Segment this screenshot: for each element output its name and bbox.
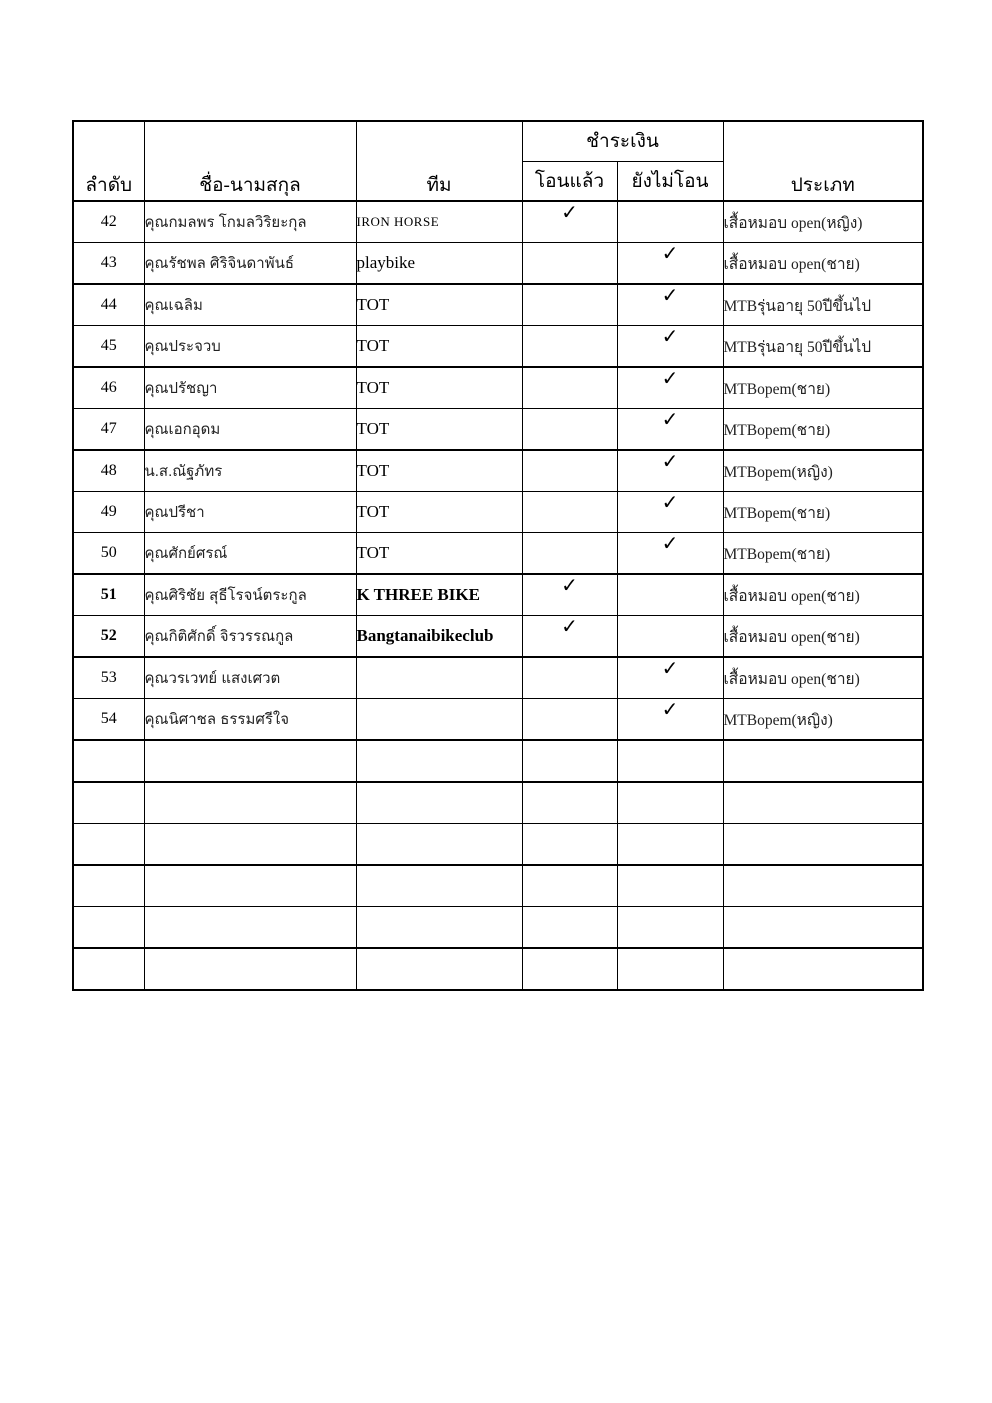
header-payment: ชำระเงิน <box>522 121 723 161</box>
category: MTBรุ่นอายุ 50ปีขึ้นไป <box>723 326 923 368</box>
team-name <box>356 865 522 907</box>
unpaid-check: ✓ <box>617 409 723 451</box>
team-name: TOT <box>356 409 522 451</box>
team-name: TOT <box>356 367 522 409</box>
team-name: TOT <box>356 284 522 326</box>
header-name: ชื่อ-นามสกุล <box>144 121 356 201</box>
team-name <box>356 907 522 949</box>
category <box>723 865 923 907</box>
participant-name <box>144 948 356 990</box>
category <box>723 907 923 949</box>
team-name: K THREE BIKE <box>356 574 522 616</box>
paid-check <box>522 367 617 409</box>
category: MTBopem(หญิง) <box>723 450 923 492</box>
paid-check <box>522 907 617 949</box>
unpaid-check <box>617 616 723 658</box>
header-category: ประเภท <box>723 121 923 201</box>
category: MTBopem(ชาย) <box>723 409 923 451</box>
unpaid-check: ✓ <box>617 367 723 409</box>
participant-name: คุณวรเวทย์ แสงเศวต <box>144 657 356 699</box>
paid-check: ✓ <box>522 616 617 658</box>
unpaid-check <box>617 574 723 616</box>
row-number: 51 <box>73 574 144 616</box>
row-number: 50 <box>73 533 144 575</box>
row-number <box>73 824 144 866</box>
paid-check <box>522 740 617 782</box>
table-row <box>73 616 923 658</box>
team-name: TOT <box>356 450 522 492</box>
team-name <box>356 782 522 824</box>
unpaid-check <box>617 948 723 990</box>
category: เสื้อหมอบ open(หญิง) <box>723 201 923 243</box>
unpaid-check <box>617 782 723 824</box>
participant-name: คุณเอกอุดม <box>144 409 356 451</box>
category <box>723 824 923 866</box>
participant-name: คุณกมลพร โกมลวิริยะกุล <box>144 201 356 243</box>
paid-check <box>522 948 617 990</box>
row-number: 45 <box>73 326 144 368</box>
team-name: playbike <box>356 243 522 285</box>
unpaid-check: ✓ <box>617 657 723 699</box>
team-name <box>356 657 522 699</box>
table-row <box>73 326 923 368</box>
row-number: 52 <box>73 616 144 658</box>
participant-name: คุณนิศาชล ธรรมศรีใจ <box>144 699 356 741</box>
row-number: 43 <box>73 243 144 285</box>
table-row <box>73 367 923 409</box>
paid-check <box>522 492 617 533</box>
category: MTBรุ่นอายุ 50ปีขึ้นไป <box>723 284 923 326</box>
header-no: ลำดับ <box>73 121 144 201</box>
paid-check <box>522 824 617 866</box>
header-team: ทีม <box>356 121 522 201</box>
category: MTBopem(หญิง) <box>723 699 923 741</box>
category <box>723 948 923 990</box>
unpaid-check: ✓ <box>617 492 723 533</box>
row-number: 54 <box>73 699 144 741</box>
table-row <box>73 824 923 866</box>
unpaid-check: ✓ <box>617 243 723 285</box>
paid-check <box>522 450 617 492</box>
category: เสื้อหมอบ open(ชาย) <box>723 657 923 699</box>
unpaid-check: ✓ <box>617 699 723 741</box>
team-name: Bangtanaibikeclub <box>356 616 522 658</box>
team-name <box>356 699 522 741</box>
row-number <box>73 740 144 782</box>
category: MTBopem(ชาย) <box>723 492 923 533</box>
team-name: TOT <box>356 326 522 368</box>
participant-name: คุณประจวบ <box>144 326 356 368</box>
category: เสื้อหมอบ open(ชาย) <box>723 574 923 616</box>
team-name: TOT <box>356 492 522 533</box>
category: MTBopem(ชาย) <box>723 367 923 409</box>
participant-name: คุณรัชพล ศิริจินดาพันธ์ <box>144 243 356 285</box>
table-row <box>73 740 923 782</box>
row-number: 47 <box>73 409 144 451</box>
table-row <box>73 492 923 533</box>
unpaid-check <box>617 865 723 907</box>
paid-check <box>522 243 617 285</box>
row-number <box>73 782 144 824</box>
category: เสื้อหมอบ open(ชาย) <box>723 243 923 285</box>
table-row <box>73 533 923 575</box>
team-name: TOT <box>356 533 522 575</box>
row-number: 49 <box>73 492 144 533</box>
table-row <box>73 574 923 616</box>
table-row <box>73 907 923 949</box>
participant-name <box>144 824 356 866</box>
participant-name: คุณปรัชญา <box>144 367 356 409</box>
paid-check: ✓ <box>522 574 617 616</box>
table-body <box>73 201 923 990</box>
unpaid-check <box>617 824 723 866</box>
paid-check <box>522 782 617 824</box>
paid-check <box>522 865 617 907</box>
unpaid-check <box>617 740 723 782</box>
unpaid-check: ✓ <box>617 450 723 492</box>
paid-check <box>522 699 617 741</box>
table-row <box>73 699 923 741</box>
header-unpaid: ยังไม่โอน <box>617 161 723 201</box>
row-number: 46 <box>73 367 144 409</box>
table-row <box>73 865 923 907</box>
participant-name: คุณศักย์ศรณ์ <box>144 533 356 575</box>
row-number: 44 <box>73 284 144 326</box>
participant-name <box>144 907 356 949</box>
team-name <box>356 948 522 990</box>
paid-check <box>522 284 617 326</box>
unpaid-check: ✓ <box>617 326 723 368</box>
row-number: 48 <box>73 450 144 492</box>
table-row <box>73 657 923 699</box>
participant-name: คุณศิริชัย สุธีโรจน์ตระกูล <box>144 574 356 616</box>
participant-name <box>144 865 356 907</box>
participant-name: คุณปรีชา <box>144 492 356 533</box>
participant-name: น.ส.ณัฐภัทร <box>144 450 356 492</box>
paid-check <box>522 326 617 368</box>
table-row <box>73 948 923 990</box>
participant-name: คุณเฉลิม <box>144 284 356 326</box>
paid-check <box>522 657 617 699</box>
registration-table <box>72 120 924 991</box>
row-number <box>73 907 144 949</box>
participant-name <box>144 782 356 824</box>
row-number <box>73 948 144 990</box>
participant-name: คุณกิติศักดิ์ จิรวรรณกูล <box>144 616 356 658</box>
unpaid-check: ✓ <box>617 284 723 326</box>
team-name: IRON HORSE <box>356 201 522 243</box>
table-row <box>73 243 923 285</box>
unpaid-check: ✓ <box>617 533 723 575</box>
table-row <box>73 450 923 492</box>
unpaid-check <box>617 201 723 243</box>
category: MTBopem(ชาย) <box>723 533 923 575</box>
category <box>723 782 923 824</box>
table-row <box>73 201 923 243</box>
paid-check: ✓ <box>522 201 617 243</box>
team-name <box>356 740 522 782</box>
paid-check <box>522 409 617 451</box>
table-row <box>73 409 923 451</box>
row-number <box>73 865 144 907</box>
category: เสื้อหมอบ open(ชาย) <box>723 616 923 658</box>
table-row <box>73 284 923 326</box>
unpaid-check <box>617 907 723 949</box>
header-paid: โอนแล้ว <box>522 161 617 201</box>
row-number: 42 <box>73 201 144 243</box>
row-number: 53 <box>73 657 144 699</box>
participant-name <box>144 740 356 782</box>
team-name <box>356 824 522 866</box>
table-row <box>73 782 923 824</box>
category <box>723 740 923 782</box>
paid-check <box>522 533 617 575</box>
